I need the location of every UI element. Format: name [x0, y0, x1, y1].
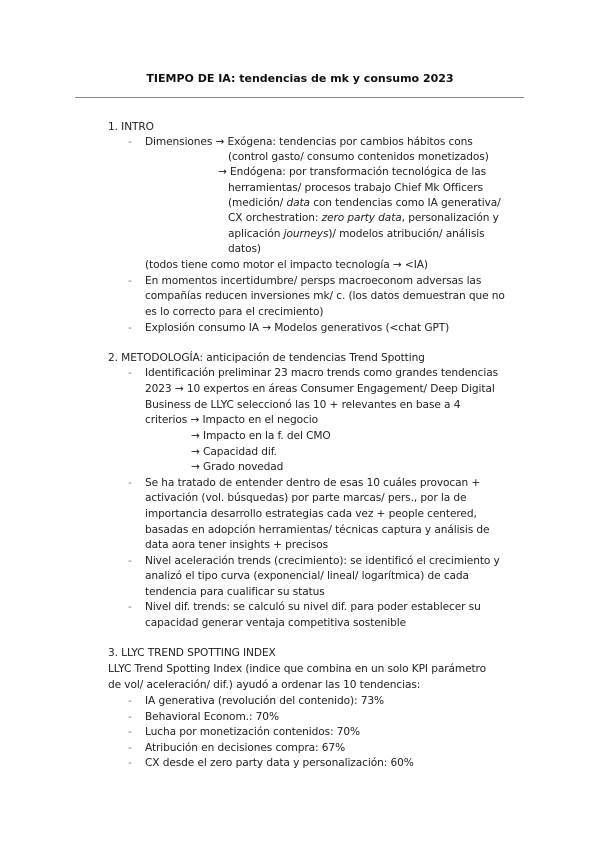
text-line: Nivel aceleración trends (crecimiento): se identificó el crecimiento y: [145, 555, 500, 567]
bullet: -: [128, 742, 132, 754]
text-line: (control gasto/ consumo contenidos monetizados): [228, 151, 489, 163]
list-item: CX desde el zero party data y personalización: 60%: [145, 757, 414, 769]
text-line: En momentos incertidumbre/ persps macroeconom adversas las: [145, 275, 482, 287]
text-line: criterios → Impacto en el negocio: [145, 414, 319, 426]
text-line: Se ha tratado de entender dentro de esas 10 cuáles provocan +: [145, 477, 481, 489]
section-heading-intro: 1. INTRO: [108, 121, 154, 133]
list-item: Atribución en decisiones compra: 67%: [145, 742, 346, 754]
text-span: aplicación: [228, 228, 284, 240]
text-line: de vol/ aceleración/ dif.) ayudó a ordenar las 10 tendencias:: [108, 679, 421, 691]
section-heading-metodologia: 2. METODOLOGÍA: anticipación de tendencias Trend Spotting: [108, 352, 425, 364]
list-item: Behavioral Econom.: 70%: [145, 711, 279, 723]
text-line: capacidad generar ventaja competitiva sostenible: [145, 617, 407, 629]
page-title: TIEMPO DE IA: tendencias de mk y consumo 2023: [146, 72, 454, 85]
text-line: Dimensiones → Exógena: tendencias por cambios hábitos cons: [145, 136, 473, 148]
text-line: Nivel dif. trends: se calculó su nivel dif. para poder establecer su: [145, 601, 481, 613]
bullet: -: [128, 726, 132, 738]
text-line: → Capacidad dif.: [191, 446, 277, 458]
text-line: Business de LLYC seleccionó las 10 + relevantes en base a 4: [145, 399, 461, 411]
text-line: → Grado novedad: [191, 461, 284, 473]
text-line: (todos tiene como motor el impacto tecnología → <IA): [145, 259, 428, 271]
text-line: Explosión consumo IA → Modelos generativos (<chat GPT): [145, 322, 450, 334]
text-span: )/ modelos atribución/ análisis: [328, 228, 485, 240]
text-line: es lo correcto para el crecimiento): [145, 306, 324, 318]
text-span: CX orchestration:: [228, 212, 322, 224]
text-line: importancia desarrollo estrategias cada vez + people centered,: [145, 508, 477, 520]
text-line: LLYC Trend Spotting Index (indice que combina en un solo KPI parámetro: [108, 663, 486, 675]
text-line: datos): [228, 243, 261, 255]
list-item: IA generativa (revolución del contenido): 73%: [145, 695, 385, 707]
text-span: con tendencias como IA generativa/: [309, 197, 501, 209]
bullet: -: [128, 695, 132, 707]
text-line: tendencia para cualificar su status: [145, 586, 325, 598]
bullet: -: [128, 275, 132, 287]
text-line: compañías reducen inversiones mk/ c. (los datos demuestran que no: [145, 290, 505, 302]
text-line: → Endógena: por transformación tecnológica de las: [218, 166, 487, 178]
text-span: (medición/: [228, 197, 287, 209]
text-line: [228, 195, 501, 211]
text-line: analizó el tipo curva (exponencial/ lineal/ logarítmica) de cada: [145, 570, 469, 582]
text-italic: zero party data: [321, 212, 402, 224]
bullet: -: [128, 322, 132, 334]
bullet: -: [128, 601, 132, 613]
list-item: Lucha por monetización contenidos: 70%: [145, 726, 361, 738]
text-line: data aora tener insights + precisos: [145, 539, 329, 551]
section-heading-index: 3. LLYC TREND SPOTTING INDEX: [108, 647, 276, 659]
text-line: 2023 → 10 expertos en áreas Consumer Engagement/ Deep Digital: [145, 383, 495, 395]
bullet: -: [128, 555, 132, 567]
text-italic: journeys: [283, 228, 329, 240]
bullet: -: [128, 367, 132, 379]
text-italic: data: [286, 197, 310, 209]
text-line: activación (vol. búsquedas) por parte marcas/ pers., por la de: [145, 492, 467, 504]
text-line: herramientas/ procesos trabajo Chief Mk Officers: [228, 182, 483, 194]
text-line: Identificación preliminar 23 macro trends como grandes tendencias: [145, 367, 499, 379]
bullet: -: [128, 757, 132, 769]
title-divider: [75, 97, 524, 98]
text-span: , personalización y: [401, 212, 499, 224]
text-line: [228, 210, 499, 226]
text-line: [228, 226, 485, 242]
text-line: → Impacto en la f. del CMO: [191, 430, 331, 442]
text-line: basadas en adopción herramientas/ técnicas captura y análisis de: [145, 524, 490, 536]
bullet: -: [128, 711, 132, 723]
bullet: -: [128, 136, 132, 148]
bullet: -: [128, 477, 132, 489]
